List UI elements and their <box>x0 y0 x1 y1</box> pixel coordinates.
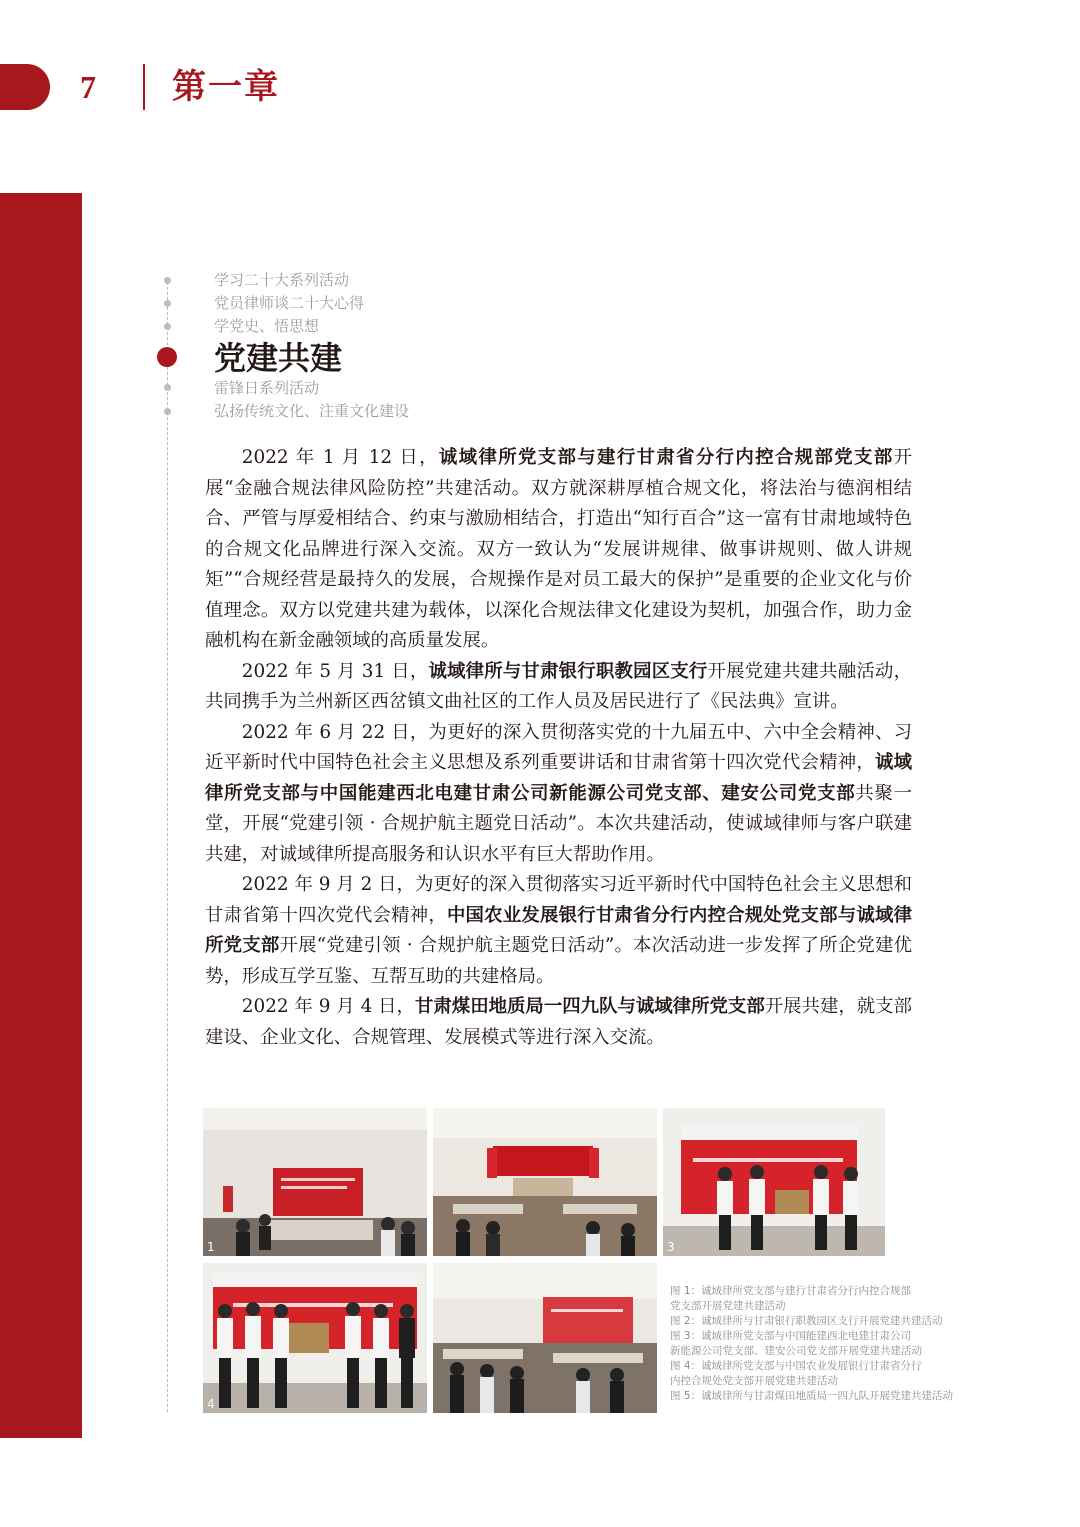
header-divider <box>143 64 145 110</box>
timeline-dot-active <box>157 347 177 367</box>
nav-item-traditional-culture[interactable]: 弘扬传统文化、注重文化建设 <box>214 402 410 420</box>
photo-number: 3 <box>667 1240 675 1254</box>
nav-item-study-20th-congress[interactable]: 学习二十大系列活动 <box>214 271 350 289</box>
paragraph: 2022 年 9 月 4 日，甘肃煤田地质局一四九队与诚域律所党支部开展共建，就支部建设、企业文化、合规管理、发展模式等进行深入交流。 <box>205 996 912 1048</box>
caption-line: 图 3：诚域律所党支部与中国能建西北电建甘肃公司 <box>670 1330 912 1342</box>
timeline-dot <box>164 384 171 391</box>
paragraph: 2022 年 9 月 2 日，为更好的深入贯彻落实习近平新时代中国特色社会主义思想和甘肃省第十四次党代会精神，中国农业发展银行甘肃省分行内控合规处党支部与诚域律所党支部开展“党建引领 · 合规护航主题党日活动”。本次活动进一步发挥了所企党建优势，形成互学互鉴、互帮互助的共建格局。 <box>205 874 912 987</box>
photo-number: 1 <box>207 1240 215 1254</box>
timeline-dot <box>164 323 171 330</box>
caption-line: 党支部开展党建共建活动 <box>670 1300 786 1312</box>
timeline-dot <box>164 277 171 284</box>
timeline-dot <box>164 408 171 415</box>
photo-captions <box>670 1284 970 1404</box>
paragraph: 2022 年 5 月 31 日，诚域律所与甘肃银行职教园区支行开展党建共建共融活动，共同携手为兰州新区西岔镇文曲社区的工作人员及居民进行了《民法典》宣讲。 <box>205 660 912 712</box>
page-number: 7 <box>80 69 96 105</box>
chapter-title: 第一章 <box>172 67 280 107</box>
caption-line: 图 2：诚域律所与甘肃银行职教园区支行开展党建共建活动 <box>670 1315 943 1327</box>
photo-4 <box>203 1263 427 1413</box>
article-body <box>205 443 912 1053</box>
caption-line: 图 5：诚域律所与甘肃煤田地质局一四九队开展党建共建活动 <box>670 1390 954 1402</box>
nav-item-lei-feng-day[interactable]: 雷锋日系列活动 <box>214 379 320 397</box>
caption-line: 新能源公司党支部、建安公司党支部开展党建共建活动 <box>670 1345 922 1357</box>
photo-2 <box>433 1108 657 1256</box>
side-band <box>0 193 82 1438</box>
nav-item-party-history[interactable]: 学党史、悟思想 <box>214 317 320 335</box>
timeline-line <box>167 282 168 1412</box>
photo-3 <box>663 1108 885 1256</box>
header-tab <box>0 64 50 110</box>
caption-line: 图 1：诚域律所党支部与建行甘肃省分行内控合规部 <box>670 1285 912 1297</box>
timeline-dot <box>164 300 171 307</box>
caption-line: 内控合规处党支部开展党建共建活动 <box>670 1375 838 1387</box>
caption-line: 图 4：诚域律所党支部与中国农业发展银行甘肃省分行 <box>670 1360 922 1372</box>
photo-5 <box>433 1263 657 1413</box>
nav-item-lawyer-insights[interactable]: 党员律师谈二十大心得 <box>214 294 365 312</box>
photo-number: 4 <box>207 1397 215 1411</box>
section-title: 党建共建 <box>214 339 343 377</box>
photo-1 <box>203 1108 427 1256</box>
paragraph: 2022 年 1 月 12 日，诚域律所党支部与建行甘肃省分行内控合规部党支部开展“金融合规法律风险防控”共建活动。双方就深耕厚植合规文化，将法治与德润相结合、严管与厚爱相结合、约束与激励相结合，打造出“知行百合”这一富有甘肃地域特色的合规文化品牌进行深入交流。双方一致认为“发展讲规律、做事讲规则、做人讲规矩”“合规经营是最持久的发展，合规操作是对员工最大的保护”是重要的企业文化与价值理念。双方以党建共建为载体，以深化合规法律文化建设为契机，加强合作，助力金融机构在新金融领域的高质量发展。 <box>205 447 912 651</box>
paragraph: 2022 年 6 月 22 日，为更好的深入贯彻落实党的十九届五中、六中全会精神、习近平新时代中国特色社会主义思想及系列重要讲话和甘肃省第十四次党代会精神，诚域律所党支部与中国能建西北电建甘肃公司新能源公司党支部、建安公司党支部共聚一堂，开展“党建引领 · 合规护航主题党日活动”。本次共建活动，使诚域律师与客户联建共建，对诚域律所提高服务和认识水平有巨大帮助作用。 <box>205 721 912 865</box>
